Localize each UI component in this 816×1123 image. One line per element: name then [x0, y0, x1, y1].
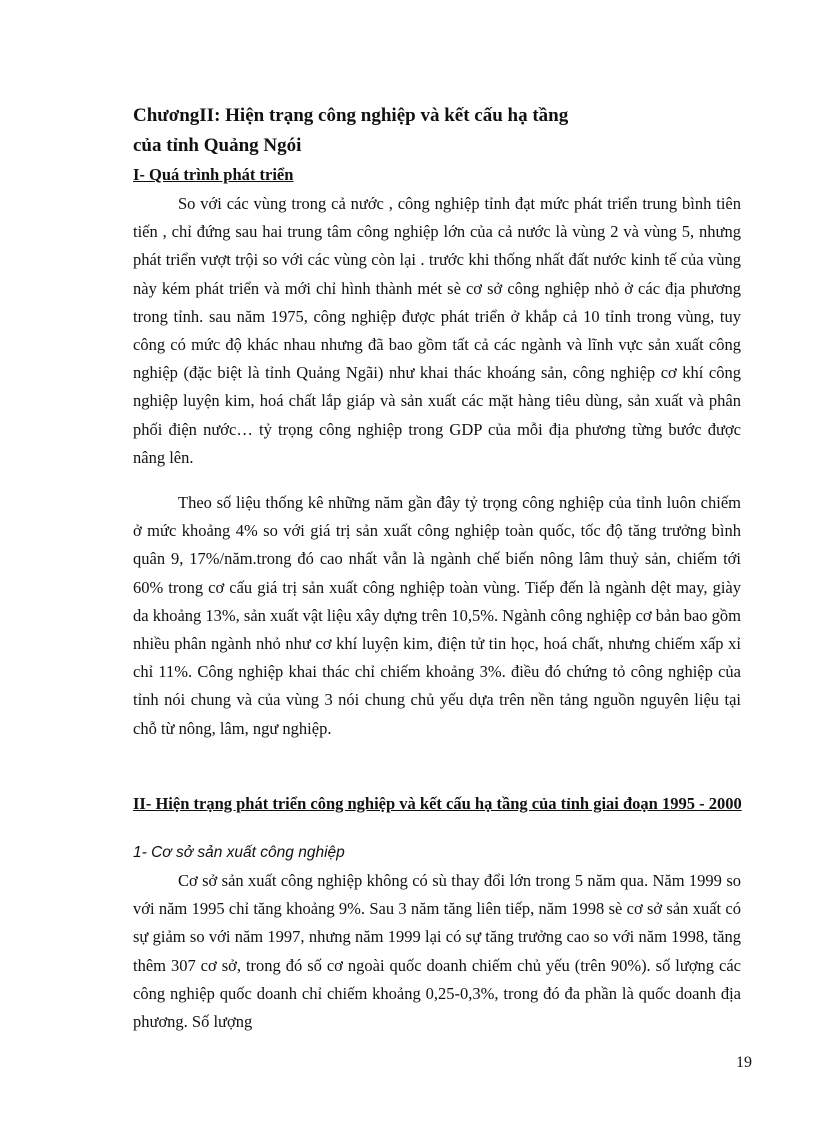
paragraph-development-overview: So với các vùng trong cả nước , công nghiệp tỉnh đạt mức phát triển trung bình tiên tiến , chỉ đứng sau hai trung tâm công nghiệp lớn của cả nước là vùng 2 và vùng 5, nhưng phát triển vượt trội so với các vùng còn lại . trước khi thống nhất đất nước kinh tế của vùng này kém phát triển và mới chỉ hình thành mét sè cơ sở công nghiệp nhỏ ở các địa phương trong tỉnh. sau năm 1975, công nghiệp được phát triển ở khắp cả 10 tỉnh trong vùng, tuy công có mức độ khác nhau nhưng đã bao gồm tất cả các ngành và lĩnh vực sản xuất công nghiệp (đặc biệt là tỉnh Quảng Ngãi) như khai thác khoáng sản, công nghiệp cơ khí công nghiệp luyện kim, hoá chất lắp giáp và sản xuất các mặt hàng tiêu dùng, sản xuất và phân phối điện nước… tỷ trọng công nghiệp trong GDP của mỗi địa phương từng bước được nâng lên. — [133, 194, 741, 467]
page-number: 19 — [736, 1054, 752, 1071]
section-heading-current-state: II- Hiện trạng phát triển công nghiệp và kết cấu hạ tầng của tỉnh giai đoạn 1995 - 2000 — [133, 794, 742, 813]
subsection-heading-production-facilities: 1- Cơ sở sản xuất công nghiệp — [133, 844, 345, 861]
paragraph-statistics: Theo số liệu thống kê những năm gần đây tỷ trọng công nghiệp của tỉnh luôn chiếm ở mức khoảng 4% so với giá trị sản xuất công nghiệp toàn quốc, tốc độ tăng trưởng bình quân 9, 17%/năm.trong đó cao nhất vẫn là ngành chế biến nông lâm thuỷ sản, chiếm tới 60% trong cơ cấu giá trị sản xuất công nghiệp toàn vùng. Tiếp đến là ngành dệt may, giày da khoảng 13%, sản xuất vật liệu xây dựng trên 10,5%. Ngành công nghiệp cơ bản bao gồm nhiều phân ngành nhỏ như cơ khí luyện kim, điện tử tin học, hoá chất, nhưng chiếm xấp xỉ chỉ 11%. Công nghiệp khai thác chỉ chiếm khoảng 3%. điều đó chứng tỏ công nghiệp của tỉnh nói chung và của vùng 3 nói chung chủ yếu dựa trên nền tảng nguồn nguyên liệu tại chỗ từ nông, lâm, ngư nghiệp. — [133, 493, 741, 738]
chapter-title-line-1: ChươngII: Hiện trạng công nghiệp và kết cấu hạ tầng — [133, 105, 569, 126]
chapter-title — [133, 101, 753, 161]
paragraph-production-facilities: Cơ sở sản xuất công nghiệp không có sù thay đổi lớn trong 5 năm qua. Năm 1999 so với năm 1995 chỉ tăng khoảng 9%. Sau 3 năm tăng liên tiếp, năm 1998 sè cơ sở sản xuất có sự giảm so với năm 1997, nhưng năm 1999 lại có sự tăng trưởng cao so với năm 1998, tăng thêm 307 cơ sở, trong đó số cơ ngoài quốc doanh chiếm chủ yếu (trên 90%). số lượng các công nghiệp quốc doanh chỉ chiếm khoảng 0,25-0,3%, trong đó đa phần là quốc doanh địa phương. Số lượng — [133, 871, 741, 1032]
section-heading-development: I- Quá trình phát triển — [133, 165, 294, 184]
chapter-title-line-2: của tỉnh Quảng Ngói — [133, 135, 302, 156]
